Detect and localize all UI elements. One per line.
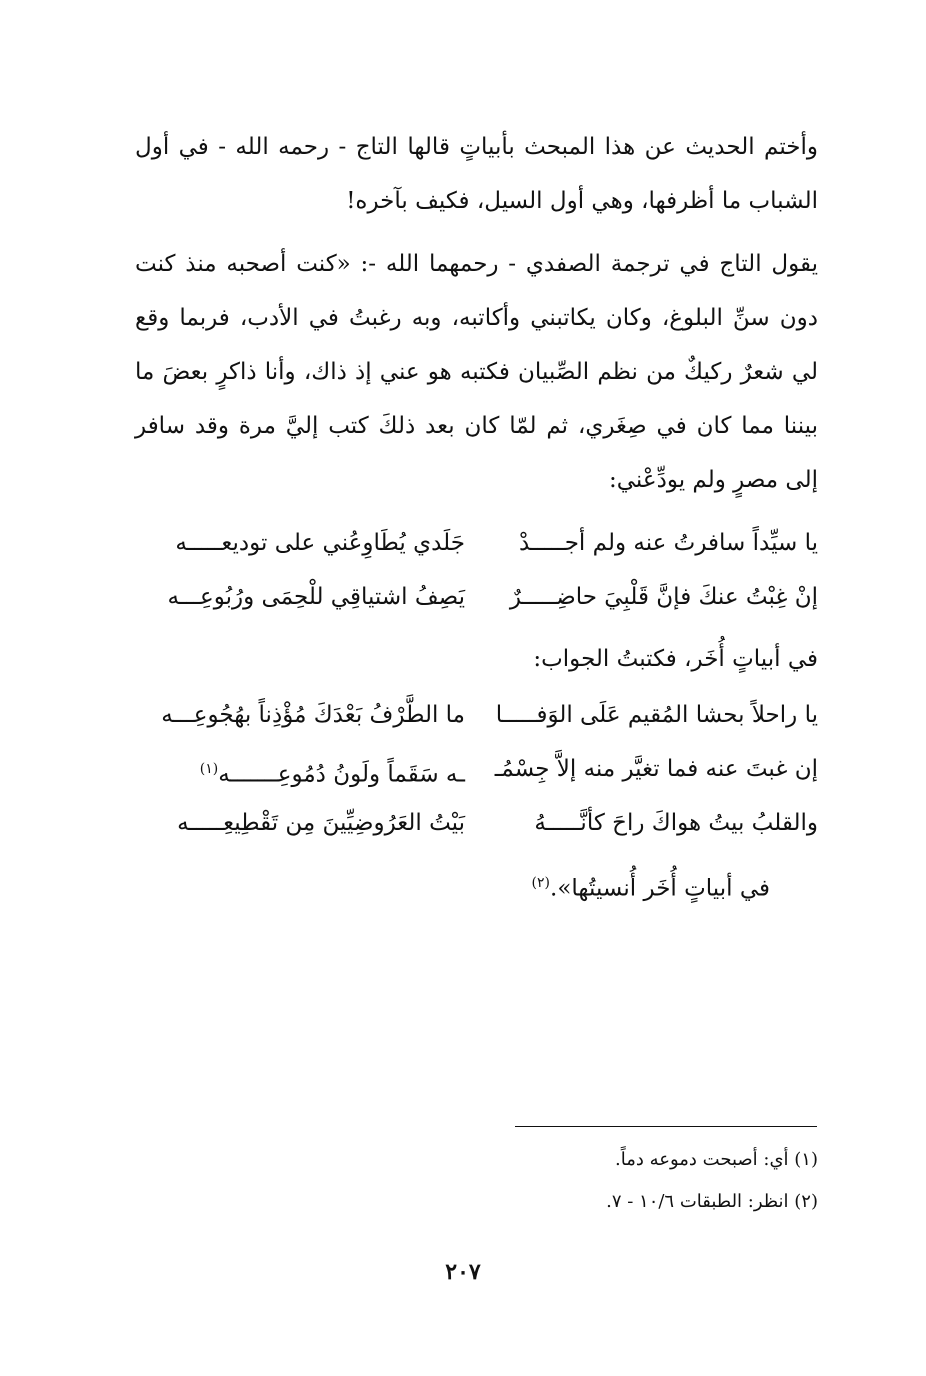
verse-first-hemistich: يا سيِّداً سافرتُ عنه ولم أجـــــدْ (518, 530, 818, 556)
closing-text: في أبياتٍ أُخَر أُنسيتُها». (550, 875, 770, 902)
verse-first-hemistich: يا راحلاً بحشا المُقيم عَلَى الوَفـــــا (495, 702, 818, 728)
footnote-separator (515, 1126, 817, 1127)
verse-second-hemistich (135, 742, 465, 802)
page-number: ٢٠٧ (445, 1259, 481, 1285)
footnote-2: (٢) انظر: الطبقات ١٠/٦ - ٧. (606, 1191, 818, 1212)
verse (135, 796, 818, 850)
footnote-1: (١) أي: أصبحت دموعه دماً. (615, 1149, 818, 1170)
verse (135, 688, 818, 742)
poem-taj-reply (135, 688, 818, 850)
reply-intro-line: في أبياتٍ أُخَر، فكتبتُ الجواب: (533, 646, 818, 672)
intro-paragraph: وأختم الحديث عن هذا المبحث بأبياتٍ قالها التاج - رحمه الله - في أول الشباب ما أظرفها، وهي أول السيل، فكيف بآخره! (135, 134, 818, 214)
verse-second-hemistich: يَصِفُ اشتياقِي للْحِمَى ورُبُوعِـــه (167, 584, 465, 610)
poem-safadi (135, 516, 818, 624)
verse-first-hemistich: إنْ غِبْتُ عنكَ فإنَّ قَلْبِيَ حاضِـــــرٌ (509, 584, 818, 610)
verse-first-hemistich: والقلبُ بيتُ هواكَ راحَ كأنَّـــــهُ (534, 810, 818, 836)
footnote-marker: (٢) (531, 875, 551, 891)
closing-line (532, 856, 770, 916)
hemistich-text: ـه سَقَماً ولَونُ دُمُوعِـــــــه (218, 761, 465, 788)
verse-first-hemistich: إن غبتَ عنه فما تغيَّر منه إلاَّ جِسْمُـ (494, 756, 818, 782)
verse-second-hemistich: جَلَدي يُطَاوِعُني على توديعـــــه (175, 530, 465, 556)
verse-second-hemistich: بَيْتُ العَرُوضِيِّينَ مِن تَقْطِيعِـــــه (177, 810, 465, 836)
quote-paragraph: يقول التاج في ترجمة الصفدي - رحمهما الله -: «كنت أصحبه منذ كنت دون سنِّ البلوغ، وكان يكاتبني وأكاتبه، وبه رغبتُ في الأدب، فربما وقع لي شعرٌ ركيكٌ من نظم الصِّبيان فكتبه هو عني إذ ذاك، وأنا ذاكرٍ بعضَ ما بيننا مما كان في صِغَري، ثم لمّا كان بعد ذلكَ كتب إليَّ مرة وقد سافر إلى مصرٍ ولم يودِّعْني: (135, 251, 818, 493)
verse (135, 516, 818, 570)
footnote-marker: (١) (199, 761, 219, 777)
verse (135, 742, 818, 796)
verse (135, 570, 818, 624)
verse-second-hemistich: ما الطَّرْفُ بَعْدَكَ مُؤْذِناً بهُجُوعِـــه (161, 702, 465, 728)
